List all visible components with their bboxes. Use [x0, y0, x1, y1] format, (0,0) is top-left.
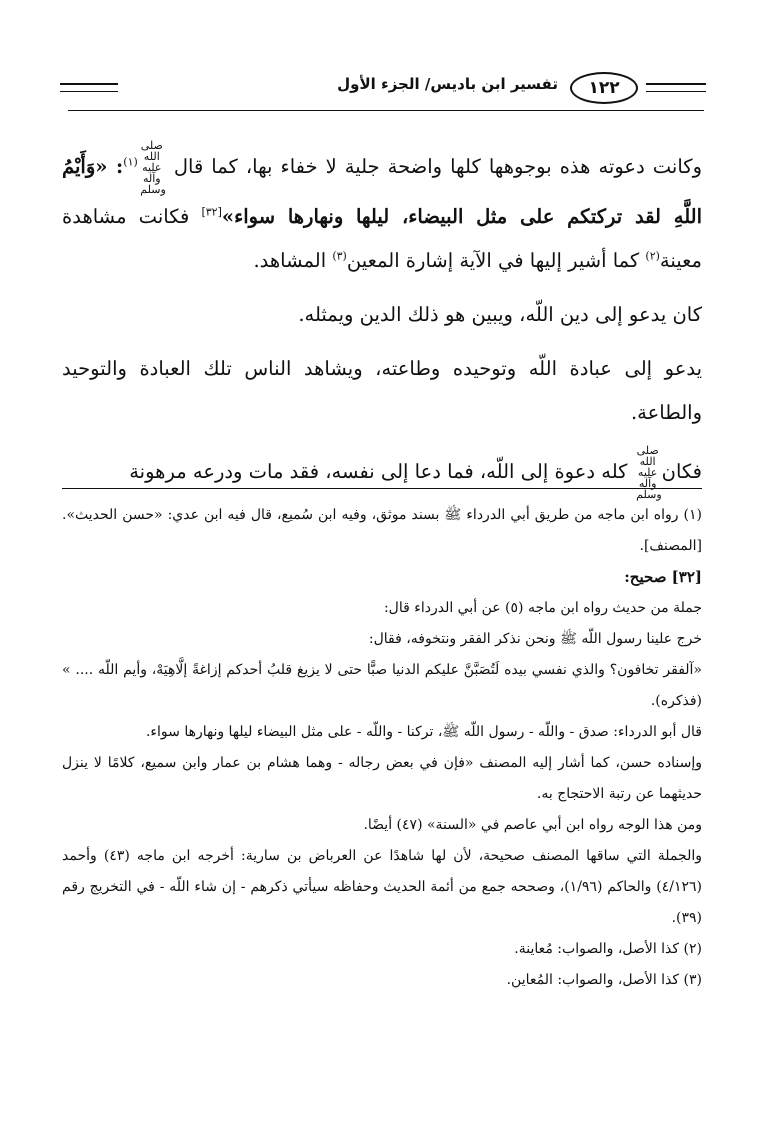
footnote-32-line: «آلفقر تخافون؟ والذي نفسي بيده لَتُصَبَّنَّ عليكم الدنيا صبًّا حتى لا يزيغ قلبُ أحدكم إزاغةً إلَّاهِيَهْ، وأيم اللّه .... » (فذكره). — [62, 662, 702, 709]
footnote-32-line: جملة من حديث رواه ابن ماجه (٥) عن أبي الدرداء قال: — [383, 600, 702, 616]
page-number: ١٢٢ — [570, 72, 638, 104]
paragraph-2: كان يدعو إلى دين اللّه، ويبين هو ذلك الدين ويمثله. — [298, 303, 702, 326]
main-text — [62, 140, 702, 500]
footnote-32-line: وإسناده حسن، كما أشار إليه المصنف «فإن في بعض رجاله - وهما هشام بن عمار وابن سميع، كلامًا لا ينزل حديثهما عن رتبة الاحتجاج به. — [62, 755, 702, 802]
salla-ligature: صلى الله عليه وآله وسلم — [140, 139, 166, 196]
footnote-ref-3: (٣) — [332, 249, 347, 263]
book-title: تفسير ابن باديس/ الجزء الأول — [337, 75, 558, 93]
salla-ligature: صلى الله عليه وآله وسلم — [636, 444, 662, 501]
footnote-ref-32: [٣٢] — [201, 205, 222, 219]
footnotes — [62, 500, 702, 996]
page-header — [60, 68, 706, 104]
footnote-32-line: خرج علينا رسول اللّه ﷺ ونحن نذكر الفقر ونتخوفه، فقال: — [368, 631, 702, 647]
header-ornament-left — [60, 83, 118, 92]
header-divider — [68, 110, 704, 111]
paragraph-1: وكانت دعوته هذه بوجوهها كلها واضحة جلية لا خفاء بها، كما قال صلى الله عليه وآله وسلم$^{(١)}$: «وَأَيْمُ اللَّهِ لقد تركتكم على مثل البيضاء، ليلها ونهارها سواء»[٣٢] فكانت مشاهدة معينة$^{(٢)}$ كما أشير إليها في الآية إشارة المعين$^{(٣)}$ المشاهد. — [62, 139, 703, 272]
footnote-ref-1: (١) — [123, 155, 138, 169]
footnote-32-line: والجملة التي ساقها المصنف صحيحة، لأن لها شاهدًا عن العرباض بن سارية: أخرجه ابن ماجه (٤٣) وأحمد (٤/١٢٦) والحاكم (١/٩٦)، وصححه جمع من أئمة الحديث وحفاظه سيأتي ذكرهم - إن شاء اللّه - في التخريج رقم (٣٩). — [62, 848, 703, 926]
footnote-32-line: ومن هذا الوجه رواه ابن أبي عاصم في «السنة» (٤٧) أيضًا. — [363, 817, 702, 833]
hadith-quote: : «وَأَيْمُ اللَّهِ لقد تركتكم على مثل البيضاء، ليلها ونهارها سواء» — [62, 155, 703, 228]
paragraph-3: يدعو إلى عبادة اللّه وتوحيده وطاعته، ويشاهد الناس تلك العبادة والتوحيد والطاعة. — [62, 357, 702, 424]
header-ornament-right — [646, 83, 706, 92]
footnote-3: (٣) كذا الأصل، والصواب: المُعاين. — [506, 972, 702, 988]
footnote-2: (٢) كذا الأصل، والصواب: مُعاينة. — [514, 941, 702, 957]
footnote-32-heading: [٣٢] صحيح: — [624, 568, 702, 586]
footnote-ref-2: (٢) — [645, 249, 660, 263]
footnote-32-line: قال أبو الدرداء: صدق - واللّه - رسول اللّه ﷺ، تركنا - واللّه - على مثل البيضاء ليلها ونهارها سواء. — [145, 724, 702, 740]
footnote-divider — [62, 488, 702, 489]
paragraph-4: فكانصلى الله عليه وآله وسلم كله دعوة إلى اللّه، فما دعا إلى نفسه، فقد مات ودرعه مرهونة — [129, 444, 702, 501]
footnote-1: (١) رواه ابن ماجه من طريق أبي الدرداء ﷺ بسند موثق، وفيه ابن سُميع، قال فيه ابن عدي: «حسن الحديث». [المصنف]. — [62, 507, 702, 554]
